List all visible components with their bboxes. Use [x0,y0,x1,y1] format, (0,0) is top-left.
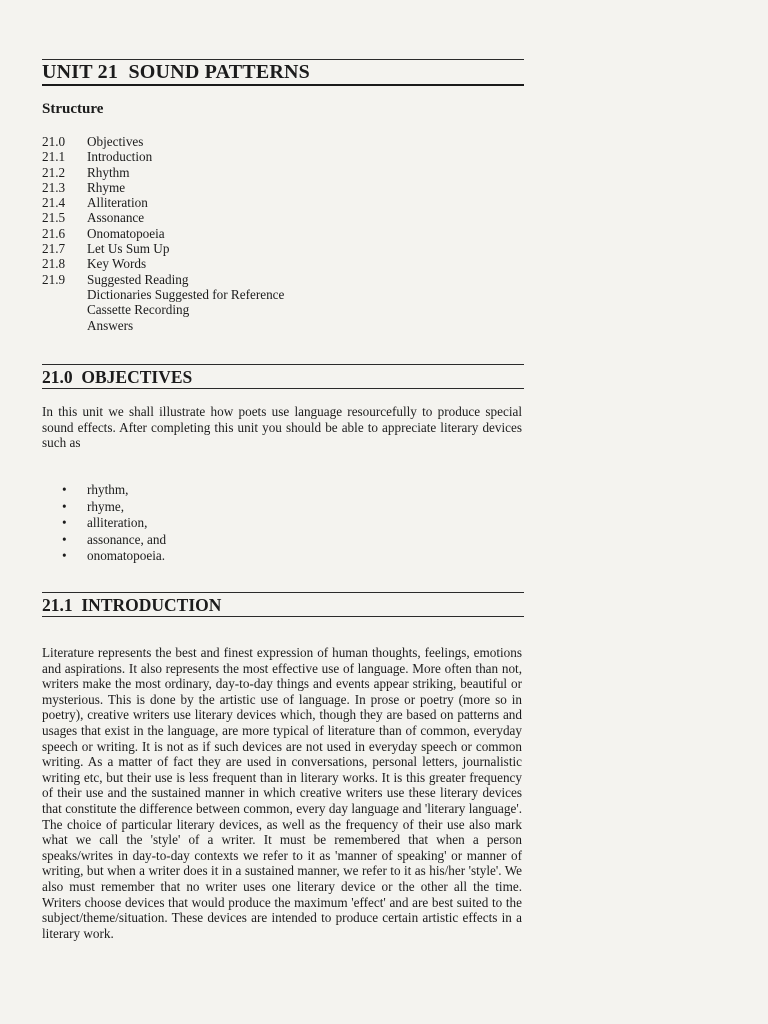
toc-title: Cassette Recording [87,302,190,318]
bullet-icon: • [62,548,67,563]
toc-title: Onomatopoeia [87,225,165,241]
toc-number: 21.2 [42,164,66,180]
top-rule [42,59,524,60]
toc-number: 21.7 [42,241,66,257]
toc-number: 21.4 [42,195,66,211]
toc-title: Key Words [87,256,147,272]
toc-number: 21.3 [42,179,66,195]
introduction-underline [42,616,524,617]
toc-title: Assonance [87,210,145,226]
objectives-underline [42,388,524,389]
unit-title: UNIT 21 SOUND PATTERNS [42,61,310,83]
bullet-icon: • [62,531,67,547]
bullet-text: alliteration, [87,515,148,530]
toc-title: Answers [87,317,134,333]
toc-number: 21.6 [42,225,66,241]
toc-number: 21.8 [42,256,66,272]
toc-number: 21.9 [42,271,66,287]
introduction-top-rule [42,592,524,593]
toc-number: 21.5 [42,210,66,226]
bullet-text: onomatopoeia. [87,548,166,563]
bullet-icon: • [62,515,67,530]
objectives-top-rule [42,364,524,365]
title-underline [42,84,524,86]
bullet-icon: • [62,482,67,497]
toc-title: Dictionaries Suggested for Reference [87,286,285,302]
objectives-paragraph: In this unit we shall illustrate how poets use language resourcefully to produce special sound effects. After completing this unit you should be able to appreciate literary devices such as [42,404,522,451]
bullet-text: rhyme, [87,498,124,514]
bullet-text: rhythm, [87,482,129,497]
toc-title: Alliteration [87,195,148,211]
toc-number: 21.0 [42,134,66,149]
toc-number: 21.1 [42,149,66,165]
toc-title: Objectives [87,134,144,149]
toc-title: Let Us Sum Up [87,241,170,257]
toc-title: Suggested Reading [87,271,189,287]
bullet-text: assonance, and [87,531,167,547]
introduction-paragraph: Literature represents the best and finest expression of human thoughts, feelings, emotions and aspirations. It also represents the most effective use of language. More often than not, writers make the most ordinary, day-to-day things and events appear striking, beautiful or mysterious. This is done by the artistic use of language. In prose or poetry (more so in poetry), creative writers use literary devices which, though they are based on patterns and usages that exist in the language, are more typical of literature than of common, everyday speech or writing. It is not as if such devices are not used in everyday speech or common writing. As a matter of fact they are used in conversations, personal letters, journalistic writing etc, but their use is less frequent than in literary works. It is this greater frequency of their use and the sustained manner in which creative writers use these literary devices that constitute the difference between common, every day language and 'literary language'. The choice of particular literary devices, as well as the frequency of their use also mark what we call the 'style' of a writer. It must be remembered that when a person speaks/writes in day-to-day contexts we refer to it as 'manner of speaking' or manner of writing, but when a writer does it in a sustained manner, we refer to it as his/her 'style'. We also must remember that no writer uses one literary device or the other all the time. Writers choose devices that would produce the maximum 'effect' and are best suited to the subject/theme/situation. These devices are intended to produce certain artistic effects in a literary work. [42,645,522,941]
toc-title: Rhythm [87,164,130,180]
bullet-icon: • [62,498,67,514]
structure-label: Structure [42,101,104,117]
toc-title: Rhyme [87,179,126,195]
objectives-heading: 21.0 OBJECTIVES [42,367,193,387]
toc-title: Introduction [87,149,153,165]
introduction-heading: 21.1 INTRODUCTION [42,595,222,615]
